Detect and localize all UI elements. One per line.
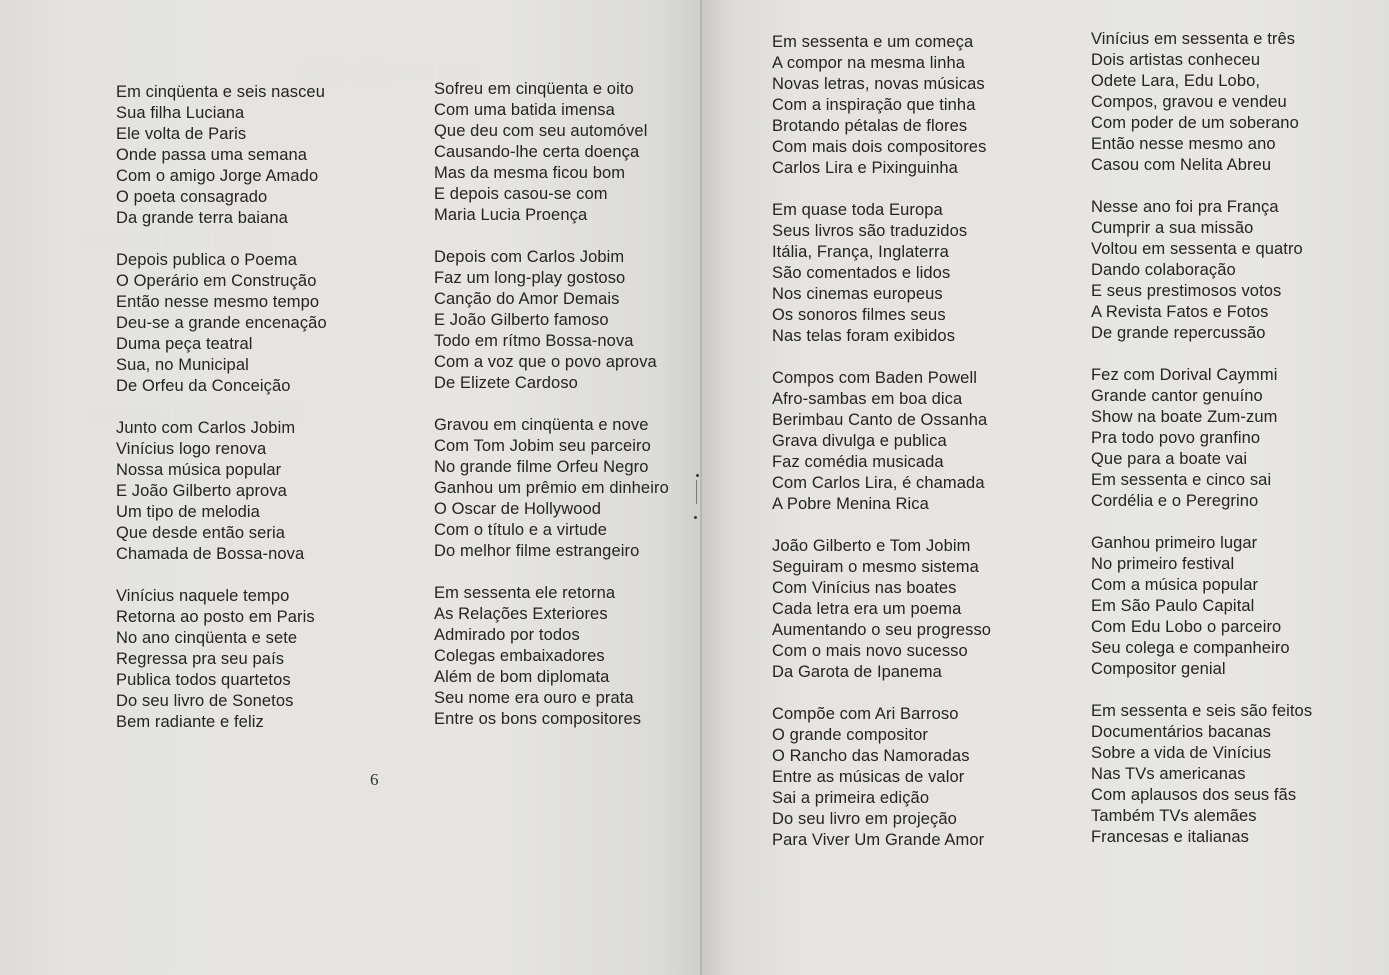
verse-line: Junto com Carlos Jobim xyxy=(116,419,296,437)
verse-line: E seus prestimosos votos xyxy=(1091,282,1282,300)
poem-column xyxy=(772,32,991,851)
poem-column xyxy=(116,82,327,733)
verse-line: Os sonoros filmes seus xyxy=(772,306,946,324)
verse-line: O poeta consagrado xyxy=(116,188,268,206)
verse-line: Cumprir a sua missão xyxy=(1091,219,1254,237)
verse-line: Dando colaboração xyxy=(1091,261,1236,279)
verse-line: Pra todo povo granfino xyxy=(1091,429,1261,447)
ink-speck xyxy=(694,516,697,519)
verse-line: São comentados e lidos xyxy=(772,264,951,282)
verse-line: Onde passa uma semana xyxy=(116,146,308,164)
stanza xyxy=(1091,701,1312,848)
stanza xyxy=(434,415,669,562)
verse-line: Compõe com Ari Barroso xyxy=(772,705,959,723)
verse-line: Que para a boate vai xyxy=(1091,450,1248,468)
verse-line: Com uma batida imensa xyxy=(434,101,615,119)
verse-line: Chamada de Bossa-nova xyxy=(116,545,305,563)
verse-line: Cordélia e o Peregrino xyxy=(1091,492,1259,510)
show-through-text: ░░░░░░░ ░░░░ ░░░░░ xyxy=(80,232,271,249)
verse-line: E João Gilberto famoso xyxy=(434,311,609,329)
verse-line: Entre as músicas de valor xyxy=(772,768,965,786)
verse-line: Dois artistas conheceu xyxy=(1091,51,1261,69)
page-number: 6 xyxy=(370,770,379,789)
stanza xyxy=(1091,533,1312,680)
verse-line: Faz um long-play gostoso xyxy=(434,269,626,287)
verse-line: Do seu livro de Sonetos xyxy=(116,692,294,710)
verse-line: Publica todos quartetos xyxy=(116,671,291,689)
show-through-text: ░░░░░░░ ░░░░░░ ░░░░░ xyxy=(90,407,303,424)
verse-line: Itália, França, Inglaterra xyxy=(772,243,949,261)
verse-line: A compor na mesma linha xyxy=(772,54,966,72)
verse-line: Além de bom diplomata xyxy=(434,668,610,686)
verse-line: Do melhor filme estrangeiro xyxy=(434,542,640,560)
verse-line: Com o título e a virtude xyxy=(434,521,607,539)
verse-line: Para Viver Um Grande Amor xyxy=(772,831,985,849)
verse-line: Em quase toda Europa xyxy=(772,201,943,219)
stanza xyxy=(772,704,991,851)
verse-line: As Relações Exteriores xyxy=(434,605,608,623)
ink-mark xyxy=(696,480,697,504)
verse-line: João Gilberto e Tom Jobim xyxy=(772,537,971,555)
verse-line: Ganhou um prêmio em dinheiro xyxy=(434,479,669,497)
verse-line: Com mais dois compositores xyxy=(772,138,987,156)
stanza xyxy=(434,247,669,394)
verse-line: A Pobre Menina Rica xyxy=(772,495,929,513)
verse-line: Depois com Carlos Jobim xyxy=(434,248,625,266)
verse-line: E depois casou-se com xyxy=(434,185,608,203)
verse-line: Seus livros são traduzidos xyxy=(772,222,968,240)
verse-line: Deu-se a grande encenação xyxy=(116,314,327,332)
verse-line: Depois publica o Poema xyxy=(116,251,298,269)
verse-line: Com aplausos dos seus fãs xyxy=(1091,786,1297,804)
poem-column xyxy=(434,79,669,730)
verse-line: Documentários bacanas xyxy=(1091,723,1272,741)
verse-line: De Elizete Cardoso xyxy=(434,374,578,392)
verse-line: Com Edu Lobo o parceiro xyxy=(1091,618,1282,636)
verse-line: Ganhou primeiro lugar xyxy=(1091,534,1258,552)
verse-line: O Rancho das Namoradas xyxy=(772,747,970,765)
verse-line: Então nesse mesmo ano xyxy=(1091,135,1276,153)
verse-line: Maria Lucia Proença xyxy=(434,206,588,224)
verse-line: Também TVs alemães xyxy=(1091,807,1257,825)
verse-line: Com poder de um soberano xyxy=(1091,114,1299,132)
verse-line: Nos cinemas europeus xyxy=(772,285,943,303)
right-page xyxy=(702,0,1389,975)
stanza xyxy=(116,82,327,229)
verse-line: Sua filha Luciana xyxy=(116,104,245,122)
verse-line: Cada letra era um poema xyxy=(772,600,962,618)
verse-line: Sobre a vida de Vinícius xyxy=(1091,744,1272,762)
verse-line: Que deu com seu automóvel xyxy=(434,122,648,140)
verse-line: Grava divulga e publica xyxy=(772,432,947,450)
verse-line: Francesas e italianas xyxy=(1091,828,1250,846)
poem-column xyxy=(1091,29,1312,848)
verse-line: A Revista Fatos e Fotos xyxy=(1091,303,1269,321)
verse-line: Com o mais novo sucesso xyxy=(772,642,968,660)
verse-line: Canção do Amor Demais xyxy=(434,290,620,308)
verse-line: Afro-sambas em boa dica xyxy=(772,390,963,408)
verse-line: Gravou em cinqüenta e nove xyxy=(434,416,649,434)
verse-line: Faz comédia musicada xyxy=(772,453,944,471)
verse-line: O Oscar de Hollywood xyxy=(434,500,602,518)
stanza xyxy=(772,32,991,179)
verse-line: De Orfeu da Conceição xyxy=(116,377,291,395)
verse-line: Da grande terra baiana xyxy=(116,209,288,227)
verse-line: Entre os bons compositores xyxy=(434,710,642,728)
verse-line: Um tipo de melodia xyxy=(116,503,260,521)
verse-line: No primeiro festival xyxy=(1091,555,1235,573)
stanza xyxy=(772,200,991,347)
verse-line: Nas telas foram exibidos xyxy=(772,327,956,345)
verse-line: Nossa música popular xyxy=(116,461,282,479)
verse-line: Compos, gravou e vendeu xyxy=(1091,93,1287,111)
verse-line: No ano cinqüenta e sete xyxy=(116,629,298,647)
verse-line: Em sessenta e um começa xyxy=(772,33,974,51)
verse-line: Seu nome era ouro e prata xyxy=(434,689,634,707)
verse-line: Grande cantor genuíno xyxy=(1091,387,1263,405)
verse-line: Seguiram o mesmo sistema xyxy=(772,558,979,576)
verse-line: Vinícius em sessenta e três xyxy=(1091,30,1296,48)
verse-line: Carlos Lira e Pixinguinha xyxy=(772,159,958,177)
stanza xyxy=(1091,197,1312,344)
verse-line: Regressa pra seu país xyxy=(116,650,285,668)
verse-line: O Operário em Construção xyxy=(116,272,317,290)
verse-line: Ele volta de Paris xyxy=(116,125,247,143)
verse-line: Mas da mesma ficou bom xyxy=(434,164,626,182)
verse-line: Duma peça teatral xyxy=(116,335,253,353)
verse-line: Voltou em sessenta e quatro xyxy=(1091,240,1303,258)
verse-line: Em sessenta e seis são feitos xyxy=(1091,702,1313,720)
verse-line: Em cinqüenta e seis nasceu xyxy=(116,83,325,101)
stanza xyxy=(772,368,991,515)
verse-line: Seu colega e companheiro xyxy=(1091,639,1290,657)
verse-line: Compositor genial xyxy=(1091,660,1226,678)
verse-line: Em sessenta ele retorna xyxy=(434,584,616,602)
stanza xyxy=(116,418,327,565)
verse-line: Com Vinícius nas boates xyxy=(772,579,957,597)
stanza xyxy=(434,79,669,226)
verse-line: Vinícius naquele tempo xyxy=(116,587,290,605)
verse-line: Com Carlos Lira, é chamada xyxy=(772,474,985,492)
verse-line: Nas TVs americanas xyxy=(1091,765,1246,783)
verse-line: Então nesse mesmo tempo xyxy=(116,293,320,311)
verse-line: Do seu livro em projeção xyxy=(772,810,957,828)
verse-line: Odete Lara, Edu Lobo, xyxy=(1091,72,1261,90)
verse-line: Causando-lhe certa doença xyxy=(434,143,640,161)
verse-line: Novas letras, novas músicas xyxy=(772,75,985,93)
verse-line: Colegas embaixadores xyxy=(434,647,605,665)
verse-line: Com o amigo Jorge Amado xyxy=(116,167,319,185)
verse-line: Sofreu em cinqüenta e oito xyxy=(434,80,634,98)
stanza xyxy=(116,250,327,397)
verse-line: Com a inspiração que tinha xyxy=(772,96,976,114)
verse-line: Berimbau Canto de Ossanha xyxy=(772,411,988,429)
verse-line: Admirado por todos xyxy=(434,626,580,644)
verse-line: Da Garota de Ipanema xyxy=(772,663,942,681)
verse-line: Compos com Baden Powell xyxy=(772,369,977,387)
ink-speck xyxy=(696,474,699,477)
verse-line: Em sessenta e cinco sai xyxy=(1091,471,1272,489)
verse-line: Fez com Dorival Caymmi xyxy=(1091,366,1278,384)
show-through-text: ░░░░ ░░░░░ ░░ ░░░░ xyxy=(300,64,484,81)
verse-line: No grande filme Orfeu Negro xyxy=(434,458,649,476)
verse-line: Com Tom Jobim seu parceiro xyxy=(434,437,651,455)
stanza xyxy=(1091,29,1312,176)
verse-line: Vinícius logo renova xyxy=(116,440,267,458)
verse-line: De grande repercussão xyxy=(1091,324,1266,342)
stanza xyxy=(1091,365,1312,512)
verse-line: Nesse ano foi pra França xyxy=(1091,198,1279,216)
stanza xyxy=(434,583,669,730)
verse-line: Com a voz que o povo aprova xyxy=(434,353,657,371)
stanza xyxy=(772,536,991,683)
verse-line: E João Gilberto aprova xyxy=(116,482,287,500)
verse-line: Em São Paulo Capital xyxy=(1091,597,1255,615)
verse-line: Sua, no Municipal xyxy=(116,356,249,374)
verse-line: O grande compositor xyxy=(772,726,928,744)
verse-line: Sai a primeira edição xyxy=(772,789,930,807)
verse-line: Todo em rítmo Bossa-nova xyxy=(434,332,634,350)
verse-line: Com a música popular xyxy=(1091,576,1259,594)
verse-line: Retorna ao posto em Paris xyxy=(116,608,315,626)
stanza xyxy=(116,586,327,733)
verse-line: Bem radiante e feliz xyxy=(116,713,264,731)
verse-line: Show na boate Zum-zum xyxy=(1091,408,1278,426)
verse-line: Que desde então seria xyxy=(116,524,286,542)
verse-line: Brotando pétalas de flores xyxy=(772,117,968,135)
verse-line: Casou com Nelita Abreu xyxy=(1091,156,1272,174)
verse-line: Aumentando o seu progresso xyxy=(772,621,992,639)
